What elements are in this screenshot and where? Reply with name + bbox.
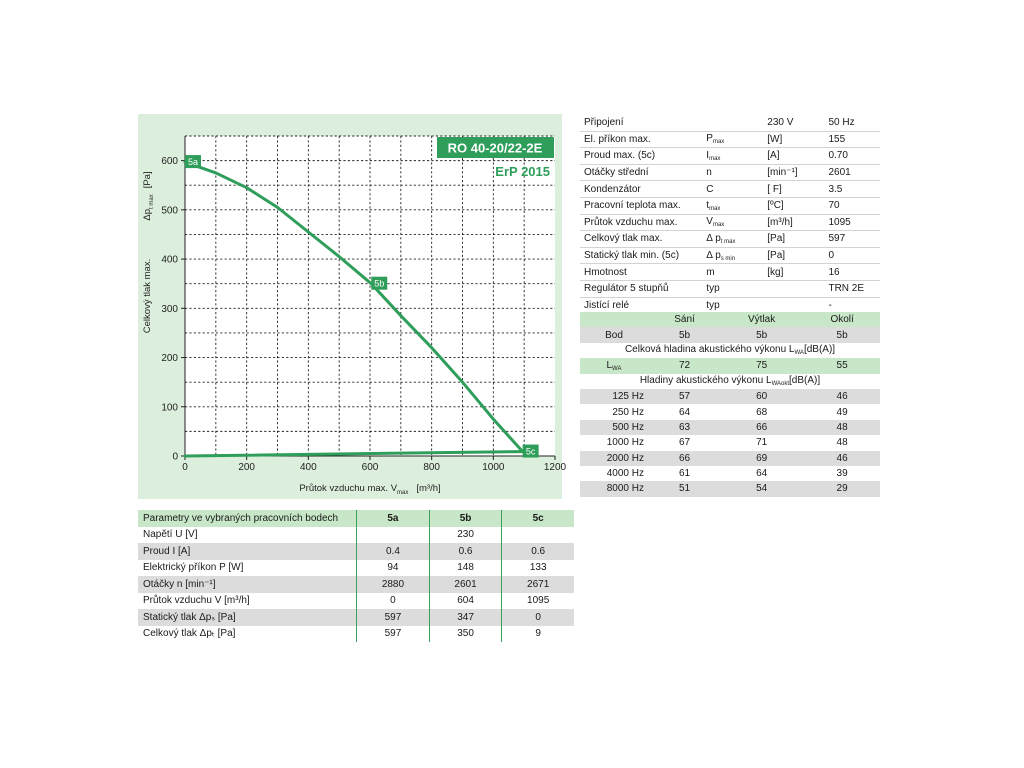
acoustic-band-value: 64 [650, 404, 719, 419]
ops-row-value: 2671 [502, 576, 574, 593]
spec-row [580, 164, 880, 181]
ops-row-value: 1095 [502, 593, 574, 610]
spec-unit: 230 V [763, 115, 824, 131]
ops-row-value: 2601 [429, 576, 502, 593]
acoustic-band-value: 46 [804, 389, 880, 404]
cell-subscript: s min [720, 255, 736, 262]
cell-text: n [706, 167, 712, 179]
cell-unit: [dB(A)] [789, 375, 821, 387]
y-tick-label: 300 [161, 303, 178, 315]
spec-value: - [824, 297, 880, 314]
cell-subscript: max [709, 155, 721, 162]
ops-row-value: 597 [357, 609, 430, 626]
spec-symbol [702, 148, 763, 165]
ops-row [138, 626, 574, 643]
ops-row-value: 347 [429, 609, 502, 626]
cell-text: L [606, 359, 613, 371]
acoustic-band-value: 60 [719, 389, 804, 404]
cell-text: Celková hladina akustického výkonu L [624, 344, 795, 356]
spec-table [580, 115, 880, 314]
spec-symbol [702, 181, 763, 198]
y-tick-label: 0 [172, 451, 178, 463]
spec-name: Pracovní teplota max. [580, 197, 702, 214]
spec-symbol [702, 214, 763, 231]
spec-value: TRN 2E [824, 280, 880, 297]
spec-name: Připojení [580, 115, 702, 131]
acoustic-col-header: Okolí [804, 312, 880, 327]
acoustic-band-frequency: 250 Hz [580, 404, 650, 419]
ops-header-row [138, 510, 574, 527]
ops-row [138, 576, 574, 593]
spec-row [580, 197, 880, 214]
cell-subscript: WA [794, 350, 804, 357]
operating-point-5c [523, 445, 539, 458]
y-axis-symbol [142, 171, 155, 220]
ops-header-point: 5b [429, 510, 502, 527]
ops-row-value: 597 [357, 626, 430, 643]
cell-text: Δ p [706, 232, 721, 244]
acoustic-band-row [580, 420, 880, 435]
acoustic-band-value: 66 [719, 420, 804, 435]
cell-subscript: max [712, 139, 725, 146]
acoustic-band-value: 68 [719, 404, 804, 419]
operating-point-label: 5c [525, 446, 536, 457]
spec-unit: [m³/h] [763, 214, 824, 231]
spec-value: 155 [824, 131, 880, 148]
acoustic-lwa-value: 72 [650, 358, 719, 373]
acoustic-band-frequency: 125 Hz [580, 389, 650, 404]
y-axis-symbol-sub: t max [149, 194, 155, 209]
acoustic-band-row [580, 481, 880, 496]
ops-row-value: 0.6 [502, 543, 574, 560]
ops-row-value [502, 527, 574, 544]
ops-row-label: Napětí U [V] [138, 527, 357, 544]
spec-row [580, 148, 880, 165]
operating-points-table [138, 510, 574, 642]
operating-point-label: 5b [374, 278, 385, 289]
acoustic-band-value: 48 [804, 435, 880, 450]
spec-value: 50 Hz [824, 115, 880, 131]
acoustic-lwa-value: 55 [804, 358, 880, 373]
spec-unit: [min⁻¹] [763, 164, 824, 181]
spec-unit: [kg] [763, 264, 824, 281]
cell-text: m [706, 266, 715, 278]
acoustic-band-value: 54 [719, 481, 804, 496]
acoustic-col-header [580, 312, 650, 327]
ops-row-label: Celkový tlak Δpₜ [Pa] [138, 626, 357, 643]
acoustic-band-frequency: 1000 Hz [580, 435, 650, 450]
spec-unit [763, 280, 824, 297]
y-axis-symbol-text: Δp [142, 208, 153, 221]
acoustic-lwa-value: 75 [719, 358, 804, 373]
spec-value: 0 [824, 247, 880, 264]
spec-name: Proud max. (5c) [580, 148, 702, 165]
acoustic-band-value: 48 [804, 420, 880, 435]
x-axis-label-unit: [m³/h] [416, 483, 441, 494]
acoustic-band-row [580, 435, 880, 450]
spec-name: Statický tlak min. (5c) [580, 247, 702, 264]
ops-row-label: Proud I [A] [138, 543, 357, 560]
ops-row [138, 527, 574, 544]
spec-value: 16 [824, 264, 880, 281]
spec-value: 2601 [824, 164, 880, 181]
y-axis-label [142, 259, 153, 333]
operating-point-5a [185, 155, 201, 168]
chart-svg [138, 114, 567, 499]
spec-symbol [702, 264, 763, 281]
spec-unit: [W] [763, 131, 824, 148]
ops-row-value [357, 527, 430, 544]
spec-unit: [Pa] [763, 231, 824, 248]
acoustic-band-value: 69 [719, 451, 804, 466]
cell-text: P [706, 133, 713, 145]
spec-symbol [702, 247, 763, 264]
acoustic-band-value: 67 [650, 435, 719, 450]
y-tick-label: 500 [161, 205, 178, 217]
acoustic-col-header: Výtlak [719, 312, 804, 327]
acoustic-band-frequency: 2000 Hz [580, 451, 650, 466]
cell-text: typ [706, 299, 720, 311]
cell-text: Hladiny akustického výkonu L [639, 375, 772, 387]
acoustic-band-frequency: 500 Hz [580, 420, 650, 435]
cell-subscript: t max [720, 238, 736, 245]
spec-row [580, 247, 880, 264]
acoustic-band-row [580, 404, 880, 419]
spec-row [580, 264, 880, 281]
acoustic-band-value: 57 [650, 389, 719, 404]
spec-symbol [702, 231, 763, 248]
spec-row [580, 214, 880, 231]
x-axis-label-sub: max [397, 490, 409, 496]
erp-label: ErP 2015 [495, 164, 550, 179]
ops-header-point: 5a [357, 510, 430, 527]
spec-name: Celkový tlak max. [580, 231, 702, 248]
ops-row-value: 0.6 [429, 543, 502, 560]
y-axis-label-text: Celkový tlak max. [142, 258, 153, 334]
y-tick-label: 600 [161, 156, 178, 168]
acoustic-bands-title-row [580, 374, 880, 389]
y-tick-label: 400 [161, 254, 178, 266]
spec-name: Otáčky střední [580, 164, 702, 181]
spec-unit: [ºC] [763, 197, 824, 214]
acoustic-band-value: 66 [650, 451, 719, 466]
cell-subscript: WA [612, 365, 622, 372]
ops-row-label: Statický tlak Δpₛ [Pa] [138, 609, 357, 626]
ops-row-value: 94 [357, 560, 430, 577]
ops-row-value: 148 [429, 560, 502, 577]
ops-row-value: 0 [357, 593, 430, 610]
spec-name: Regulátor 5 stupňů [580, 280, 702, 297]
spec-symbol [702, 115, 763, 131]
spec-value: 1095 [824, 214, 880, 231]
x-tick-label: 1000 [482, 462, 505, 473]
ops-row [138, 560, 574, 577]
x-axis-label [299, 483, 440, 496]
acoustic-band-frequency: 8000 Hz [580, 481, 650, 496]
cell-subscript: WAokt [771, 381, 790, 388]
acoustic-bod-cell: 5b [719, 327, 804, 342]
cell-subscript: max [709, 205, 721, 212]
cell-text: Δ p [706, 249, 721, 261]
spec-unit: [A] [763, 148, 824, 165]
acoustic-bod-cell: 5b [650, 327, 719, 342]
ops-row-label: Průtok vzduchu V [m³/h] [138, 593, 357, 610]
acoustic-bod-cell: 5b [804, 327, 880, 342]
model-title [437, 137, 554, 158]
acoustic-band-value: 64 [719, 466, 804, 481]
ops-row-value: 133 [502, 560, 574, 577]
cell-subscript: max [712, 222, 725, 229]
acoustic-band-value: 49 [804, 404, 880, 419]
spec-name: Průtok vzduchu max. [580, 214, 702, 231]
ops-row-label: Elektrický příkon P [W] [138, 560, 357, 577]
spec-unit: [Pa] [763, 247, 824, 264]
spec-row [580, 231, 880, 248]
spec-row [580, 131, 880, 148]
cell-text: I [706, 149, 710, 161]
spec-row [580, 280, 880, 297]
acoustic-band-value: 46 [804, 451, 880, 466]
spec-value: 0.70 [824, 148, 880, 165]
spec-row-header [580, 115, 880, 131]
x-tick-label: 1200 [543, 462, 567, 473]
acoustic-lwa-title-row [580, 343, 880, 358]
y-tick-label: 200 [161, 353, 178, 365]
x-tick-label: 0 [182, 462, 188, 473]
ops-header-point: 5c [502, 510, 574, 527]
cell-text: C [706, 183, 714, 195]
spec-value: 3.5 [824, 181, 880, 198]
spec-name: Jistící relé [580, 297, 702, 314]
spec-symbol [702, 164, 763, 181]
acoustic-lwa-label [580, 358, 650, 373]
acoustic-lwa-title [580, 343, 880, 358]
spec-symbol [702, 280, 763, 297]
acoustic-band-value: 71 [719, 435, 804, 450]
spec-value: 597 [824, 231, 880, 248]
spec-name: Hmotnost [580, 264, 702, 281]
spec-symbol [702, 131, 763, 148]
y-axis-unit: [Pa] [142, 171, 153, 189]
x-tick-label: 600 [361, 462, 379, 473]
acoustic-header-row [580, 312, 880, 327]
spec-name: Kondenzátor [580, 181, 702, 198]
ops-row [138, 609, 574, 626]
ops-row-value: 604 [429, 593, 502, 610]
x-tick-label: 400 [299, 462, 317, 473]
spec-name: El. příkon max. [580, 131, 702, 148]
acoustic-col-header: Sání [650, 312, 719, 327]
acoustic-band-row [580, 466, 880, 481]
x-tick-label: 800 [423, 462, 441, 473]
acoustic-band-value: 61 [650, 466, 719, 481]
ops-row-value: 0.4 [357, 543, 430, 560]
acoustic-band-row [580, 389, 880, 404]
operating-point-5b [371, 277, 387, 290]
spec-symbol [702, 197, 763, 214]
fan-curve-chart [138, 114, 567, 499]
cell-unit: [dB(A)] [803, 344, 836, 356]
x-tick-label: 200 [238, 462, 256, 473]
ops-row-value: 230 [429, 527, 502, 544]
ops-row-value: 9 [502, 626, 574, 643]
operating-point-label: 5a [187, 157, 199, 168]
acoustic-bod-cell: Bod [580, 327, 650, 342]
acoustic-band-value: 39 [804, 466, 880, 481]
cell-text: t [706, 199, 710, 211]
cell-text: typ [706, 283, 720, 295]
cell-text: V [706, 216, 713, 228]
acoustic-band-value: 63 [650, 420, 719, 435]
ops-row-value: 2880 [357, 576, 430, 593]
acoustic-band-row [580, 451, 880, 466]
acoustic-band-value: 51 [650, 481, 719, 496]
acoustic-band-frequency: 4000 Hz [580, 466, 650, 481]
spec-value: 70 [824, 197, 880, 214]
ops-row-label: Otáčky n [min⁻¹] [138, 576, 357, 593]
ops-row [138, 593, 574, 610]
ops-row [138, 543, 574, 560]
model-title-text: RO 40-20/22-2E [447, 140, 543, 156]
y-tick-label: 100 [161, 402, 178, 414]
spec-row [580, 181, 880, 198]
spec-unit: [ F] [763, 181, 824, 198]
ops-row-value: 0 [502, 609, 574, 626]
acoustic-band-value: 29 [804, 481, 880, 496]
ops-header-label: Parametry ve vybraných pracovních bodech [138, 510, 357, 527]
x-axis-label-text: Průtok vzduchu max. V [299, 483, 398, 494]
acoustic-bands-title [580, 374, 880, 389]
acoustic-bod-row [580, 327, 880, 342]
acoustic-table [580, 312, 880, 497]
acoustic-lwa-row [580, 358, 880, 373]
ops-row-value: 350 [429, 626, 502, 643]
